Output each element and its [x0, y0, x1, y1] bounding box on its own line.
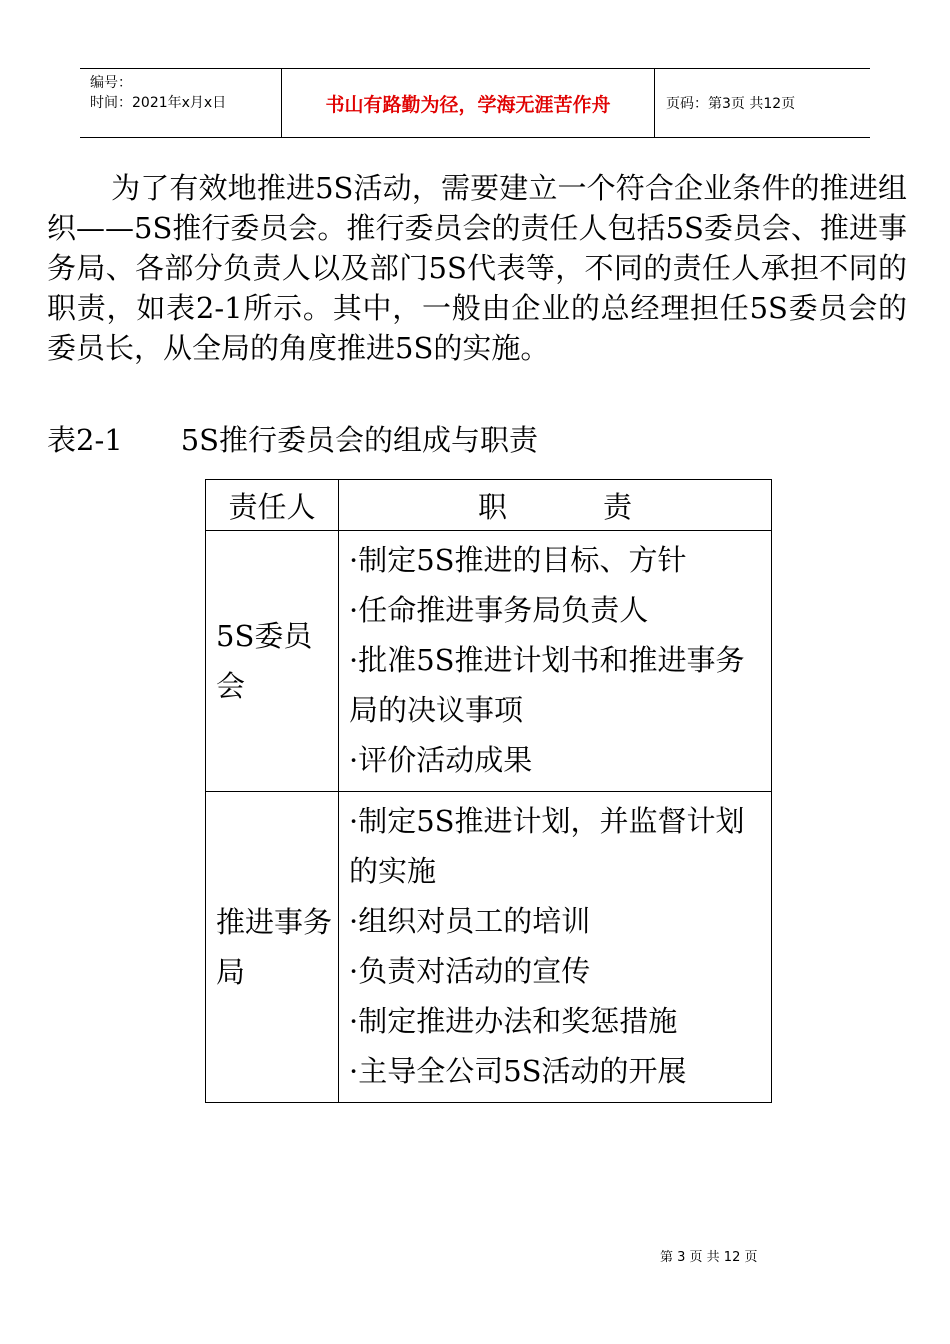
header-duties-char-2: 责 — [603, 489, 633, 524]
table-header-row — [206, 480, 772, 531]
duty-item: ·制定5S推进计划，并监督计划的实施 — [349, 804, 745, 888]
header-responsible: 责任人 — [206, 480, 339, 531]
document-number-label: 编号： — [90, 75, 132, 91]
header-duties — [339, 480, 772, 531]
header-meta — [80, 69, 282, 137]
duties-cell — [339, 531, 772, 792]
duty-item: ·批准5S推进计划书和推进事务局的决议事项 — [349, 643, 745, 727]
duties-cell — [339, 792, 772, 1103]
duty-item: ·评价活动成果 — [349, 743, 533, 777]
duty-item: ·任命推进事务局负责人 — [349, 593, 649, 627]
duty-item: ·制定5S推进的目标、方针 — [349, 543, 687, 577]
duty-item: ·组织对员工的培训 — [349, 904, 591, 938]
role-cell: 5S委员会 — [206, 531, 339, 792]
body-paragraph — [47, 168, 907, 368]
header-page-info: 页码：第3页 共12页 — [666, 96, 796, 112]
header-duties-char-1: 职 — [477, 489, 507, 524]
header-motto: 书山有路勤为径，学海无涯苦作舟 — [282, 69, 655, 137]
duty-item: ·制定推进办法和奖惩措施 — [349, 1004, 678, 1038]
table-caption: 表2-1 5S推行委员会的组成与职责 — [47, 423, 539, 457]
table-row — [206, 792, 772, 1103]
duty-item: ·负责对活动的宣传 — [349, 954, 591, 988]
duty-item: ·主导全公司5S活动的开展 — [349, 1054, 687, 1088]
duty-table — [205, 479, 772, 1103]
table-row — [206, 531, 772, 792]
role-cell: 推进事务局 — [206, 792, 339, 1103]
body-paragraph-text: 为了有效地推进5S活动，需要建立一个符合企业条件的推进组织——5S推行委员会。推行委员会的责任人包括5S委员会、推进事务局、各部分负责人以及部门5S代表等，不同的责任人承担不同的职责，如表2-1所示。其中，一般由企业的总经理担任5S委员会的委员长，从全局的角度推进5S的实施。 — [47, 171, 907, 365]
page-header — [80, 68, 870, 138]
page-footer: 第 3 页 共 12 页 — [660, 1250, 758, 1265]
document-time-label: 时间：2021年x月x日 — [90, 95, 227, 111]
